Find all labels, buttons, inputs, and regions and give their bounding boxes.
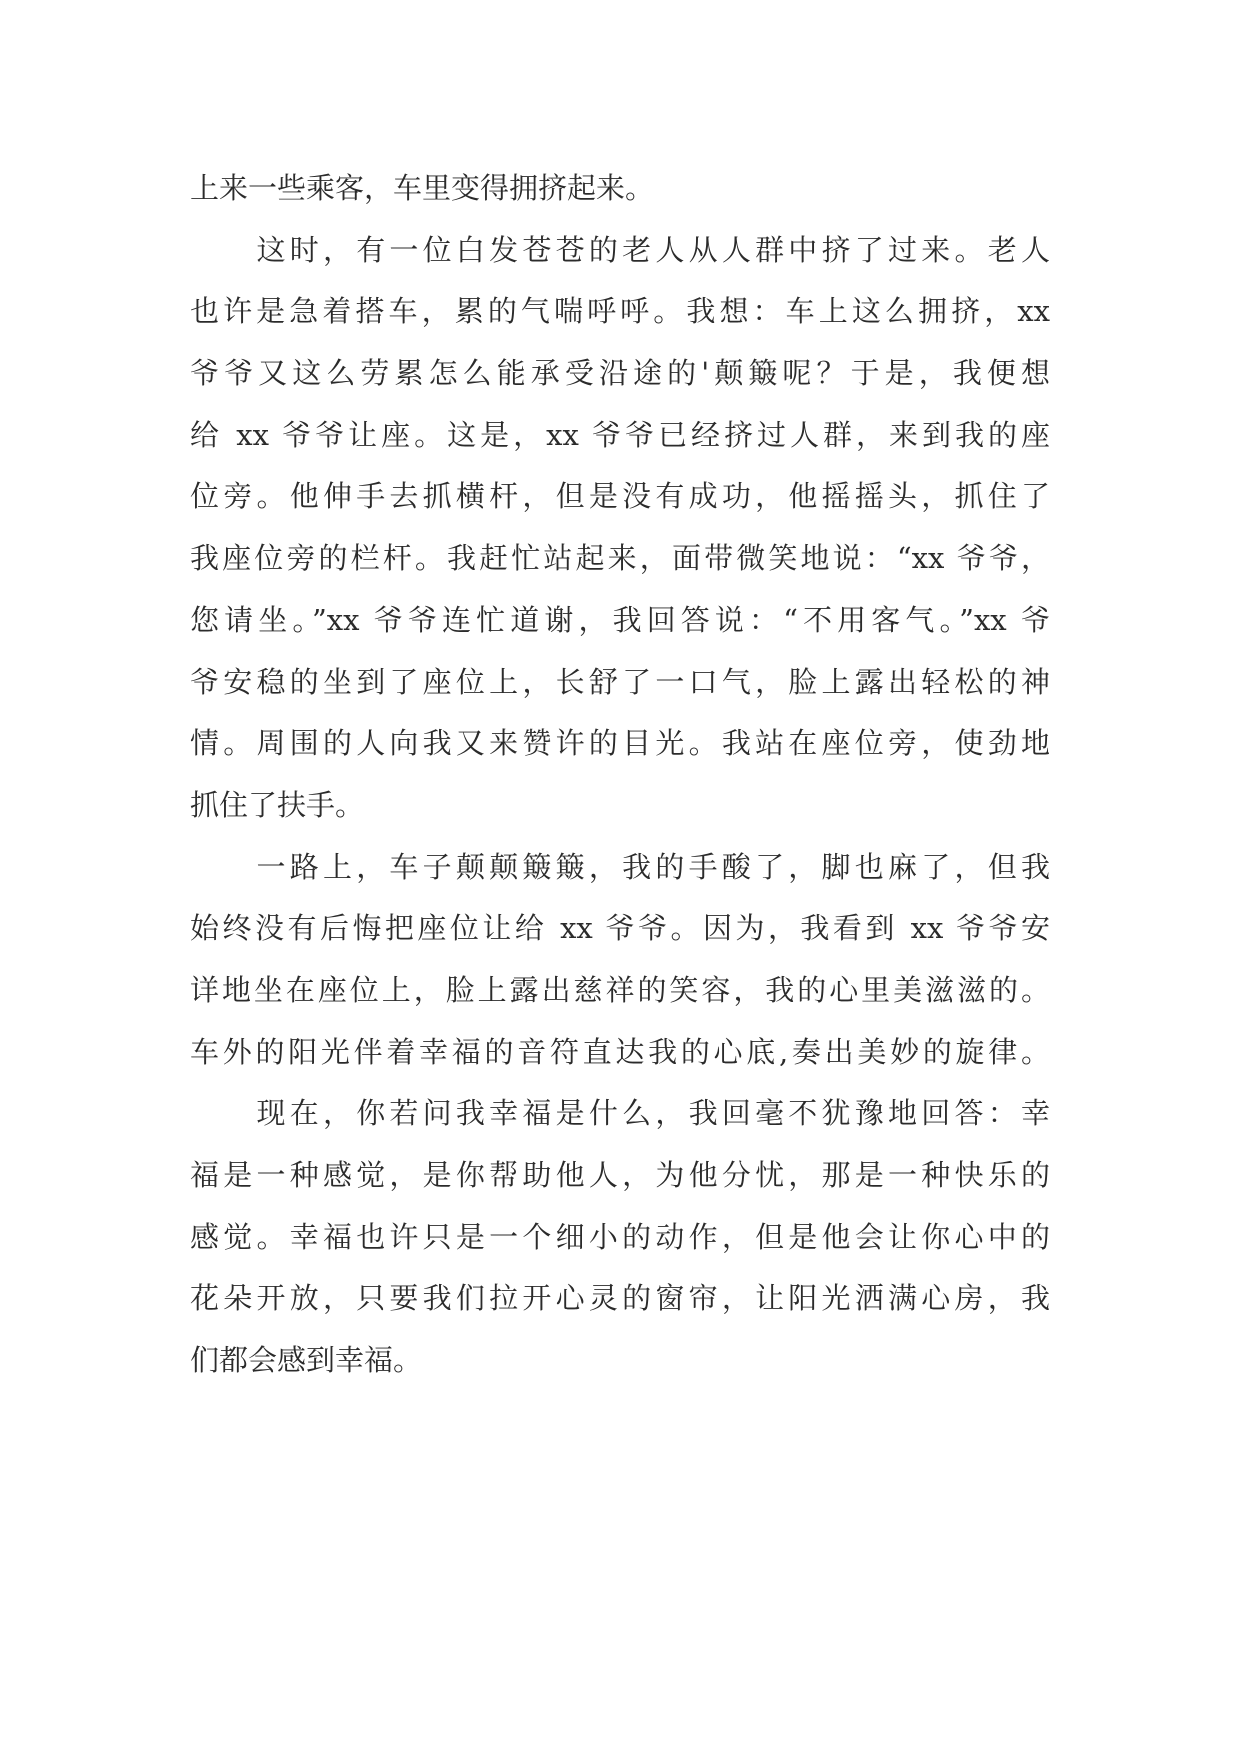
text-line: 上来一些乘客，车里变得拥挤起来。 [190, 171, 655, 205]
text-line: 您请坐。”xx 爷爷连忙道谢，我回答说：“不用客气。”xx 爷 [190, 602, 1050, 637]
text-line: 给 xx 爷爷让座。这是，xx 爷爷已经挤过人群，来到我的座 [190, 417, 1050, 452]
text-line: 车外的阳光伴着幸福的音符直达我的心底,奏出美妙的旋律。 [190, 1034, 1050, 1069]
text-line: 爷爷又这么劳累怎么能承受沿途的'颠簸呢？于是，我便想 [190, 356, 1050, 391]
text-line: 位旁。他伸手去抓横杆，但是没有成功，他摇摇头，抓住了 [190, 479, 1050, 514]
text-line: 爷安稳的坐到了座位上，长舒了一口气，脸上露出轻松的神 [190, 664, 1050, 699]
text-line: 我座位旁的栏杆。我赶忙站起来，面带微笑地说：“xx 爷爷， [190, 541, 1050, 576]
text-line: 情。周围的人向我又来赞许的目光。我站在座位旁，使劲地 [190, 726, 1050, 761]
text-line: 们都会感到幸福。 [190, 1343, 423, 1378]
text-line: 这时，有一位白发苍苍的老人从人群中挤了过来。老人 [190, 232, 1050, 267]
text-line: 抓住了扶手。 [190, 787, 365, 822]
text-line: 花朵开放，只要我们拉开心灵的窗帘，让阳光洒满心房，我 [190, 1281, 1050, 1316]
text-line: 感觉。幸福也许只是一个细小的动作，但是他会让你心中的 [190, 1219, 1050, 1254]
body-text [190, 158, 1050, 1392]
text-line: 现在，你若问我幸福是什么，我回毫不犹豫地回答：幸 [190, 1096, 1050, 1131]
text-line: 详地坐在座位上，脸上露出慈祥的笑容，我的心里美滋滋的。 [190, 972, 1050, 1007]
text-line: 福是一种感觉，是你帮助他人，为他分忧，那是一种快乐的 [190, 1158, 1050, 1192]
text-line: 也许是急着搭车，累的气喘呼呼。我想：车上这么拥挤，xx [190, 294, 1050, 329]
text-line: 始终没有后悔把座位让给 xx 爷爷。因为，我看到 xx 爷爷安 [190, 911, 1050, 946]
text-line: 一路上，车子颠颠簸簸，我的手酸了，脚也麻了，但我 [190, 849, 1050, 884]
